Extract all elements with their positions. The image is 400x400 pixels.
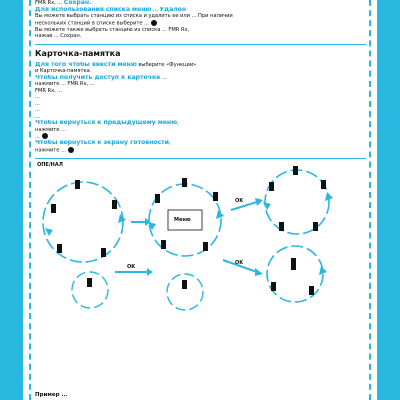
navigation-diagram bbox=[35, 162, 366, 312]
connector-arrowhead bbox=[255, 268, 263, 276]
para-1-line-2: и Карточка-памятка. bbox=[35, 68, 92, 74]
top-line-3: Вы можете выбрать станцию из списка и удалить ее или ... При наличии bbox=[35, 13, 233, 19]
phone-icon bbox=[291, 258, 296, 270]
manual-page bbox=[29, 0, 371, 400]
left-loop-phones bbox=[51, 180, 117, 257]
top-line-5: Вы можете также выбрать станцию из списка ... FMR Rx, bbox=[35, 26, 190, 33]
bottom-center-loop bbox=[167, 274, 203, 310]
para-2-line-6: ... bbox=[35, 107, 40, 113]
bottom-left-loop bbox=[72, 272, 108, 308]
phone-icon bbox=[101, 248, 106, 257]
diagram-divider bbox=[35, 158, 366, 159]
left-loop-arrow-2 bbox=[45, 228, 53, 236]
center-menu-label: Меню bbox=[174, 216, 191, 223]
para-4-line-2 bbox=[35, 147, 366, 154]
right-bottom-phones bbox=[271, 258, 314, 295]
right-bottom-loop bbox=[267, 246, 327, 302]
right-top-loop bbox=[263, 166, 333, 234]
phone-icon bbox=[161, 240, 166, 249]
section-title: Карточка-памятка bbox=[35, 48, 121, 58]
phone-icon bbox=[313, 222, 318, 231]
para-3-highlight: Чтобы вернуться к предыдущему меню bbox=[35, 120, 178, 126]
top-line-1-text: FMR Rx, ... bbox=[35, 0, 63, 6]
top-line-2-text: ... bbox=[151, 6, 158, 13]
phone-icon bbox=[279, 222, 284, 231]
ok-label-center: OK bbox=[235, 197, 244, 204]
para-3-line-3-text: ... bbox=[35, 133, 40, 140]
connector-arrowhead bbox=[255, 198, 263, 206]
para-2-text: ... bbox=[160, 74, 167, 81]
para-3-text: , bbox=[177, 120, 179, 126]
top-line-4 bbox=[35, 20, 366, 27]
bottom-left-ring bbox=[72, 272, 108, 308]
para-2-highlight: Чтобы получить доступ к карточке bbox=[35, 74, 161, 81]
left-loop bbox=[43, 180, 126, 262]
para-4-highlight: Чтобы вернуться к экрану готовности bbox=[35, 140, 169, 146]
phone-icon bbox=[271, 282, 276, 291]
para-4-line-2-text: нажмите ... bbox=[35, 147, 66, 153]
para-2-line-3: FMR Rx, ... bbox=[35, 87, 63, 94]
para-2-line-2: нажмите ... FMR Rx, ... bbox=[35, 81, 95, 87]
top-line-4-text: нескольких станций в списке выберите ... bbox=[35, 20, 149, 26]
phone-icon bbox=[155, 194, 160, 203]
phone-icon bbox=[213, 192, 218, 201]
para-4-text: , bbox=[168, 140, 171, 146]
para-1-text: выберите «Функции» bbox=[136, 61, 197, 68]
left-loop-ring bbox=[43, 182, 123, 262]
footer-label: Пример ... bbox=[35, 392, 68, 398]
para-2-line-5: ... bbox=[35, 100, 40, 107]
para-3-line-2: нажмите ... bbox=[35, 126, 66, 133]
right-accent-band bbox=[377, 0, 400, 400]
phone-icon bbox=[321, 180, 326, 189]
para-3-line-3 bbox=[35, 133, 366, 140]
phone-icon bbox=[293, 166, 298, 175]
right-top-arrow-2 bbox=[263, 202, 271, 210]
connector-arrowhead bbox=[147, 268, 153, 276]
section-divider bbox=[35, 44, 366, 45]
para-1-highlight: Для того чтобы ввести меню bbox=[35, 61, 137, 68]
left-accent-band bbox=[0, 0, 23, 400]
end-key-icon bbox=[68, 147, 74, 153]
phone-icon bbox=[112, 200, 117, 209]
para-2-line-7: ... bbox=[35, 113, 40, 120]
ok-label-right: OK bbox=[235, 259, 244, 266]
diagram-top-label: ОПЕ/НАЛ bbox=[37, 161, 63, 168]
phone-icon bbox=[75, 180, 80, 189]
ok-label-left: OK bbox=[127, 263, 136, 270]
phone-icon bbox=[51, 204, 56, 213]
para-2-line-4: ... bbox=[35, 94, 40, 100]
phone-icon bbox=[203, 242, 208, 251]
top-line-6: нажав ... Сохран. bbox=[35, 33, 82, 39]
page-content bbox=[31, 0, 369, 398]
phone-icon bbox=[309, 286, 314, 295]
phone-icon bbox=[269, 182, 274, 191]
top-line-2-highlight-2: Удален bbox=[159, 6, 187, 13]
back-key-icon bbox=[42, 133, 48, 139]
top-line-2-highlight: Для использования списка меню bbox=[35, 6, 152, 13]
diagram-svg bbox=[35, 162, 371, 312]
phone-icon bbox=[57, 244, 62, 253]
phone-icon bbox=[87, 278, 92, 287]
top-line-1-highlight: Сохран. bbox=[63, 0, 92, 6]
phone-icon bbox=[182, 280, 187, 289]
phone-icon bbox=[182, 178, 187, 187]
right-top-loop-ring bbox=[265, 170, 329, 234]
bottom-center-ring bbox=[167, 274, 203, 310]
right-bottom-loop-ring bbox=[267, 246, 323, 302]
key-icon bbox=[151, 20, 157, 26]
